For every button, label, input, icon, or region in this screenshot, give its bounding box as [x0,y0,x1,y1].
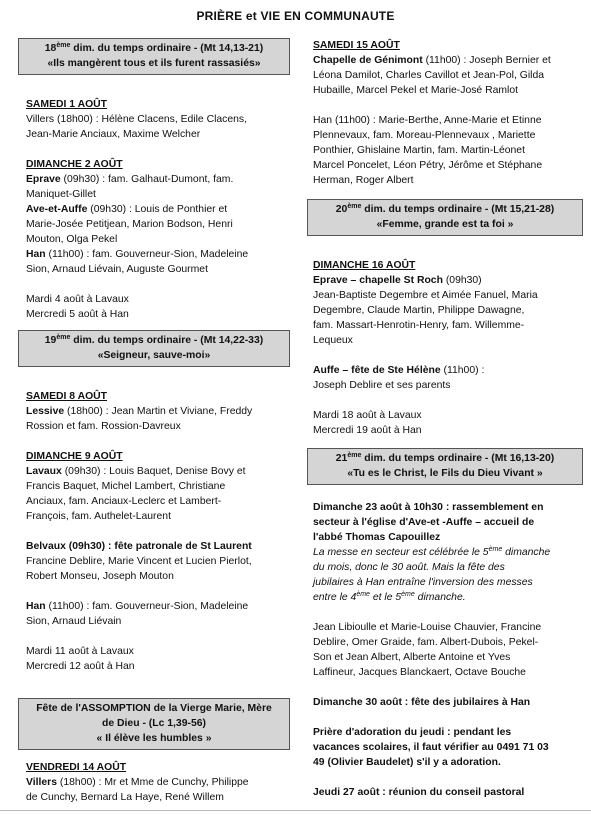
schedule-block: SAMEDI 8 AOÛT Lessive (18h00) : Jean Martin et Viviane, Freddy Rossion et fam. Rossion-Davreux DIMANCHE 9 AOÛT Lavaux (09h30) : Louis Baquet, Denise Bovy et Francis Baquet, Michel Lambert, Christiane Anciaux, fam. Anciaux-Leclerc et Lambert- François, fam. Authelet-Laurent Belvaux (09h30) : fête patronale de St Laurent Francine Deblire, Marie Vincent et Lucien Pierlot, Robert Monseu, Joseph Mouton Han (11h00) : fam. Gouverneur-Sion, Madeleine Sion, Arnaud Liévain Mardi 11 août à Lavaux Mercredi 12 août à Han [18,367,290,698]
liturgy-box-20: 20ème dim. du temps ordinaire - (Mt 15,21-28) «Femme, grande est ta foi » [307,199,583,236]
schedule-block: SAMEDI 15 AOÛT Chapelle de Génimont (11h00) : Joseph Bernier et Léona Damilot, Charles Cavillot et Jean-Pol, Gilda Hubaille, Marcel Pekel et Marie-José Ramlot Han (11h00) : Marie-Berthe, Anne-Marie et Etinne Plennevaux, fam. Moreau-Plennevaux , Mariette Ponthier, Ghislaine Martin, fam. Martin-Léonet Marcel Poncelet, Léon Pétry, Jérôme et Stéphane Herman, Roger Albert [307,38,583,199]
italic-note: La messe en secteur est célébrée le 5ème dimanche [313,546,551,558]
day-heading: SAMEDI 15 AOÛT [313,40,400,51]
day-heading: DIMANCHE 9 AOÛT [26,451,123,462]
day-heading: DIMANCHE 2 AOÛT [26,159,123,170]
page-title: PRIÈRE et VIE EN COMMUNAUTE [196,9,395,23]
day-heading: VENDREDI 14 AOÛT [26,762,127,773]
left-column [18,38,290,805]
schedule-block: DIMANCHE 16 AOÛT Eprave – chapelle St Roch (09h30) Jean-Baptiste Degembre et Aimée Fanuel, Maria Degembre, Claude Martin, Philippe Dawagne, fam. Massart-Henrotin-Henry, fam. Willemme- Lequeux Auffe – fête de Ste Hélène (11h00) : Joseph Deblire et ses parents Mardi 18 août à Lavaux Mercredi 19 août à Han [307,236,583,448]
liturgy-box-18: 18ème dim. du temps ordinaire - (Mt 14,13-21) «Ils mangèrent tous et ils furent rassasiés» [18,38,290,75]
day-heading: SAMEDI 1 AOÛT [26,99,108,110]
schedule-block: VENDREDI 14 AOÛT Villers (18h00) : Mr et Mme de Cunchy, Philippe de Cunchy, Bernard La Haye, René Willem [18,750,290,805]
assumption-box: Fête de l'ASSOMPTION de la Vierge Marie, Mère de Dieu - (Lc 1,39-56) « Il élève les humbles » [18,698,290,750]
schedule-block: SAMEDI 1 AOÛT Villers (18h00) : Hélène Clacens, Edile Clacens, Jean-Marie Anciaux, Maxime Welcher DIMANCHE 2 AOÛT Eprave (09h30) : fam. Galhaut-Dumont, fam. Maniquet-Gillet Ave-et-Auffe (09h30) : Louis de Ponthier et Marie-Josée Petitjean, Marion Bodson, Henri Mouton, Olga Pekel Han (11h00) : fam. Gouverneur-Sion, Madeleine Sion, Arnaud Liévain, Auguste Gourmet Mardi 4 août à Lavaux Mercredi 5 août à Han [18,75,290,330]
right-column [307,38,583,800]
day-heading: DIMANCHE 16 AOÛT [313,260,416,271]
liturgy-box-19: 19ème dim. du temps ordinaire - (Mt 14,22-33) «Seigneur, sauve-moi» [18,330,290,367]
schedule-block: Dimanche 23 août à 10h30 : rassemblement en secteur à l'église d'Ave-et -Auffe – accueil de l'abbé Thomas Capouillez La messe en secteur est célébrée le 5ème dimanche du mois, donc le 30 août. Mais la fête des jubilaires à Han entraîne l'inversion des messes entre le 4ème et le 5ème dimanche. Jean Libioulle et Marie-Louise Chauvier, Francine Deblire, Omer Graide, fam. Albert-Dubois, Pekel- Son et Jean Albert, Alberte Antoine et Yves Laffineur, Jacques Blanckaert, Octave Bouche Dimanche 30 août : fête des jubilaires à Han Prière d'adoration du jeudi : pendant les vacances scolaires, il faut vérifier au 0491 71 03 49 (Olivier Baudelet) s'il y a adoration. Jeudi 27 août : réunion du conseil pastoral [307,485,583,800]
day-heading: SAMEDI 8 AOÛT [26,391,108,402]
bottom-divider [0,810,591,811]
liturgy-box-21: 21ème dim. du temps ordinaire - (Mt 16,13-20) «Tu es le Christ, le Fils du Dieu Vivant » [307,448,583,485]
